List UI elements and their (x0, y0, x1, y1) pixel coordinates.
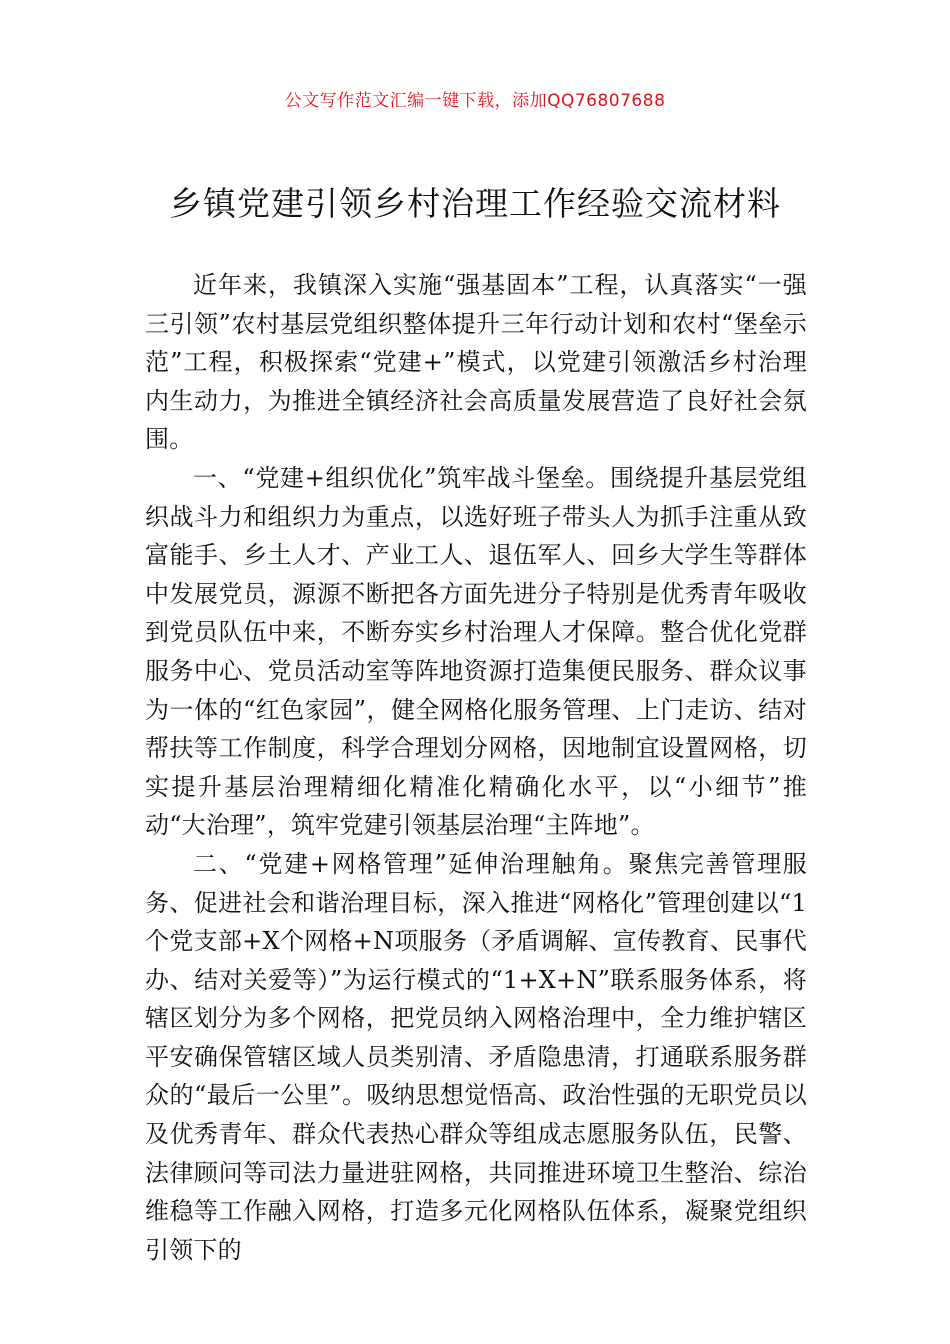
paragraph-intro: 近年来，我镇深入实施“强基固本”工程，认真落实“一强三引领”农村基层党组织整体提升三年行动计划和农村“堡垒示范”工程，积极探索“党建+”模式，以党建引领激活乡村治理内生动力，为推进全镇经济社会高质量发展营造了良好社会氛围。 (145, 271, 807, 454)
paragraph-section-two: 二、“党建+网格管理”延伸治理触角。聚焦完善管理服务、促进社会和谐治理目标，深入推进“网格化”管理创建以“1个党支部+X个网格+N项服务（矛盾调解、宣传教育、民事代办、结对关爱等）”为运行模式的“1+X+N”联系服务体系，将辖区划分为多个网格，把党员纳入网格治理中，全力维护辖区平安确保管辖区域人员类别清、矛盾隐患清，打通联系服务群众的“最后一公里”。吸纳思想觉悟高、政治性强的无职党员以及优秀青年、群众代表热心群众等组成志愿服务队伍，民警、法律顾问等司法力量进驻网格，共同推进环境卫生整治、综治维稳等工作融入网格，打造多元化网格队伍体系，凝聚党组织引领下的 (145, 849, 807, 1264)
document-body (145, 266, 807, 1269)
paragraph-section-one: 一、“党建+组织优化”筑牢战斗堡垒。围绕提升基层党组织战斗力和组织力为重点，以选好班子带头人为抓手注重从致富能手、乡土人才、产业工人、退伍军人、回乡大学生等群体中发展党员，源源不断把各方面先进分子特别是优秀青年吸收到党员队伍中来，不断夯实乡村治理人才保障。整合优化党群服务中心、党员活动室等阵地资源打造集便民服务、群众议事为一体的“红色家园”，健全网格化服务管理、上门走访、结对帮扶等工作制度，科学合理划分网格，因地制宜设置网格，切实提升基层治理精细化精准化精确化水平，以“小细节”推动“大治理”，筑牢党建引领基层治理“主阵地”。 (145, 463, 807, 840)
document-title: 乡镇党建引领乡村治理工作经验交流材料 (169, 184, 781, 223)
download-promo-note: 公文写作范文汇编一键下载，添加QQ76807688 (284, 91, 666, 111)
